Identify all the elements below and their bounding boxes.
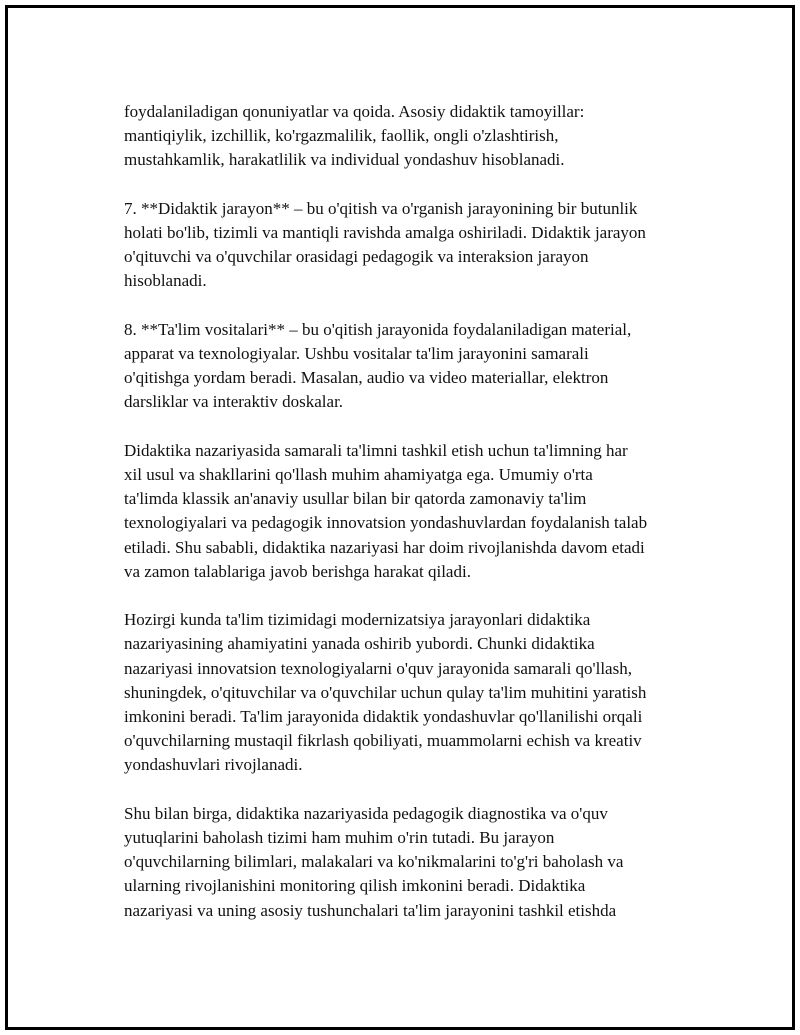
paragraph-principles-continuation [124, 100, 704, 173]
text-line: nazariyasi va uning asosiy tushunchalari ta'lim jarayonini tashkil etishda [124, 900, 617, 920]
page-frame [5, 5, 795, 1030]
text-line: ularning rivojlanishini monitoring qilish imkonini beradi. Didaktika [124, 876, 586, 896]
text-line: o'qituvchi va o'quvchilar orasidagi pedagogik va interaksion jarayon [124, 247, 589, 267]
text-line: holati bo'lib, tizimli va mantiqli ravishda amalga oshiriladi. Didaktik jarayon [124, 223, 646, 242]
text-line: va zamon talablariga javob berishga harakat qiladi. [124, 561, 471, 581]
text-line: shuningdek, o'qituvchilar va o'quvchilar uchun qulay ta'lim muhitini yaratish [124, 682, 647, 702]
text-line: 7. **Didaktik jarayon** – bu o'qitish va o'rganish jarayonining bir butunlik [124, 198, 638, 218]
text-line: texnologiyalari va pedagogik innovatsion yondashuvlardan foydalanish talab [124, 513, 648, 533]
paragraph-effective-teaching [124, 439, 704, 584]
paragraph-item-8 [124, 318, 704, 415]
text-line: nazariyasining ahamiyatini yanada oshirib yubordi. Chunki didaktika [124, 634, 595, 654]
paragraph-diagnostics [124, 802, 704, 923]
text-line: yondashuvlari rivojlanadi. [124, 755, 303, 775]
document-body [124, 100, 704, 947]
text-line: foydalaniladigan qonuniyatlar va qoida. Asosiy didaktik tamoyillar: [124, 102, 585, 121]
text-line: mustahkamlik, harakatlilik va individual yondashuv hisoblanadi. [124, 150, 565, 170]
text-line: o'quvchilarning mustaqil fikrlash qobiliyati, muammolarni echish va kreativ [124, 731, 642, 751]
text-line: o'qitishga yordam beradi. Masalan, audio va video materiallar, elektron [124, 368, 609, 388]
text-line: Shu bilan birga, didaktika nazariyasida pedagogik diagnostika va o'quv [124, 803, 608, 823]
paragraph-modernization [124, 608, 704, 777]
text-line: nazariyasi innovatsion texnologiyalarni o'quv jarayonida samarali qo'llash, [124, 658, 632, 678]
text-line: Hozirgi kunda ta'lim tizimidagi modernizatsiya jarayonlari didaktika [124, 610, 591, 630]
text-line: ta'limda klassik an'anaviy usullar bilan bir qatorda zamonaviy ta'lim [124, 489, 587, 509]
text-line: mantiqiylik, izchillik, ko'rgazmalilik, faollik, ongli o'zlashtirish, [124, 126, 559, 146]
text-line: xil usul va shakllarini qo'llash muhim ahamiyatga ega. Umumiy o'rta [124, 465, 593, 484]
text-line: etiladi. Shu sababli, didaktika nazariyasi har doim rivojlanishda davom etadi [124, 537, 645, 557]
text-line: apparat va texnologiyalar. Ushbu vositalar ta'lim jarayonini samarali [124, 344, 589, 363]
paragraph-item-7 [124, 197, 704, 294]
text-line: yutuqlarini baholash tizimi ham muhim o'rin tutadi. Bu jarayon [124, 828, 555, 848]
text-line: 8. **Ta'lim vositalari** – bu o'qitish jarayonida foydalaniladigan material, [124, 319, 632, 339]
text-line: darsliklar va interaktiv doskalar. [124, 392, 344, 412]
text-line: o'quvchilarning bilimlari, malakalari va ko'nikmalarini to'g'ri baholash va [124, 852, 624, 872]
text-line: Didaktika nazariyasida samarali ta'limni tashkil etish uchun ta'limning har [124, 440, 628, 460]
text-line: hisoblanadi. [124, 271, 207, 291]
text-line: imkonini beradi. Ta'lim jarayonida didaktik yondashuvlar qo'llanilishi orqali [124, 707, 643, 727]
